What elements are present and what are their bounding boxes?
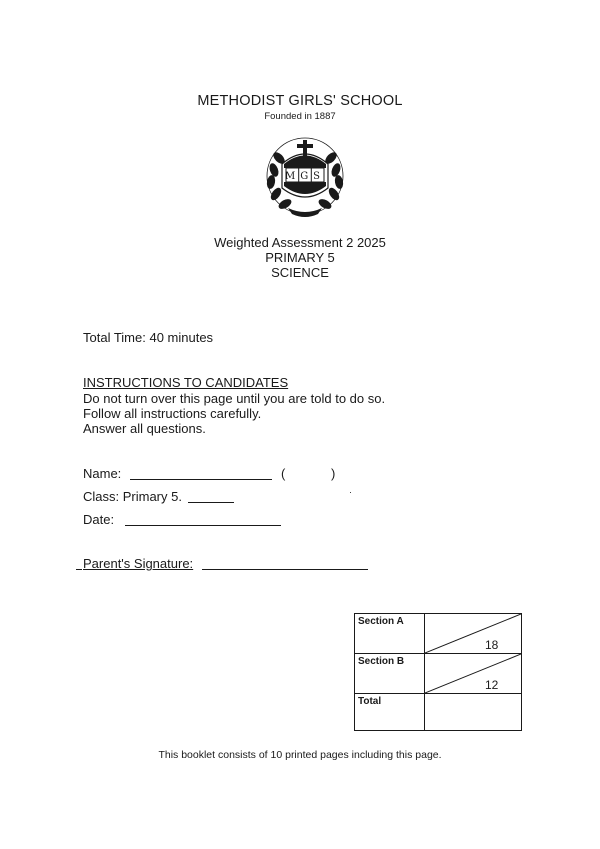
parent-signature-underline-start bbox=[76, 569, 82, 570]
class-label: Class: Primary 5. bbox=[83, 489, 182, 504]
school-name: METHODIST GIRLS' SCHOOL bbox=[197, 93, 403, 109]
total-score-cell[interactable] bbox=[424, 693, 522, 731]
diagonal-divider bbox=[425, 614, 521, 653]
stray-mark: · bbox=[349, 487, 352, 497]
diagonal-divider bbox=[425, 654, 521, 693]
instruction-line: Follow all instructions carefully. bbox=[83, 406, 262, 421]
score-table-label-cell: Total bbox=[354, 693, 425, 731]
founded-year: Founded in 1887 bbox=[264, 111, 336, 122]
instruction-line: Answer all questions. bbox=[83, 421, 206, 436]
instructions-heading: INSTRUCTIONS TO CANDIDATES bbox=[83, 375, 289, 390]
booklet-page-count-note: This booklet consists of 10 printed pages including this page. bbox=[158, 749, 442, 761]
score-table-label-cell: Section B bbox=[354, 653, 425, 694]
section-a-score-cell[interactable] bbox=[424, 613, 522, 654]
section-b-score-cell[interactable] bbox=[424, 653, 522, 694]
assessment-title: Weighted Assessment 2 2025 bbox=[214, 235, 386, 250]
school-crest-logo bbox=[260, 130, 350, 220]
assessment-subject: SCIENCE bbox=[271, 265, 329, 280]
section-a-max-marks: 18 bbox=[485, 638, 499, 652]
assessment-level: PRIMARY 5 bbox=[265, 250, 335, 265]
name-field[interactable] bbox=[130, 479, 272, 480]
section-b-max-marks: 12 bbox=[485, 678, 499, 692]
parent-signature-field[interactable] bbox=[202, 569, 368, 570]
score-table bbox=[354, 613, 522, 731]
register-number-paren-open: ( bbox=[281, 466, 286, 481]
date-field[interactable] bbox=[125, 525, 281, 526]
crest-letters: MGS bbox=[284, 171, 326, 182]
instruction-line: Do not turn over this page until you are told to do so. bbox=[83, 391, 386, 406]
parent-signature-label: Parent's Signature: bbox=[83, 556, 194, 571]
name-label: Name: bbox=[83, 466, 122, 481]
total-time: Total Time: 40 minutes bbox=[83, 330, 214, 345]
score-table-label-cell: Section A bbox=[354, 613, 425, 654]
register-number-paren-close: ) bbox=[331, 466, 336, 481]
class-field[interactable] bbox=[188, 502, 234, 503]
date-label: Date: bbox=[83, 512, 115, 527]
